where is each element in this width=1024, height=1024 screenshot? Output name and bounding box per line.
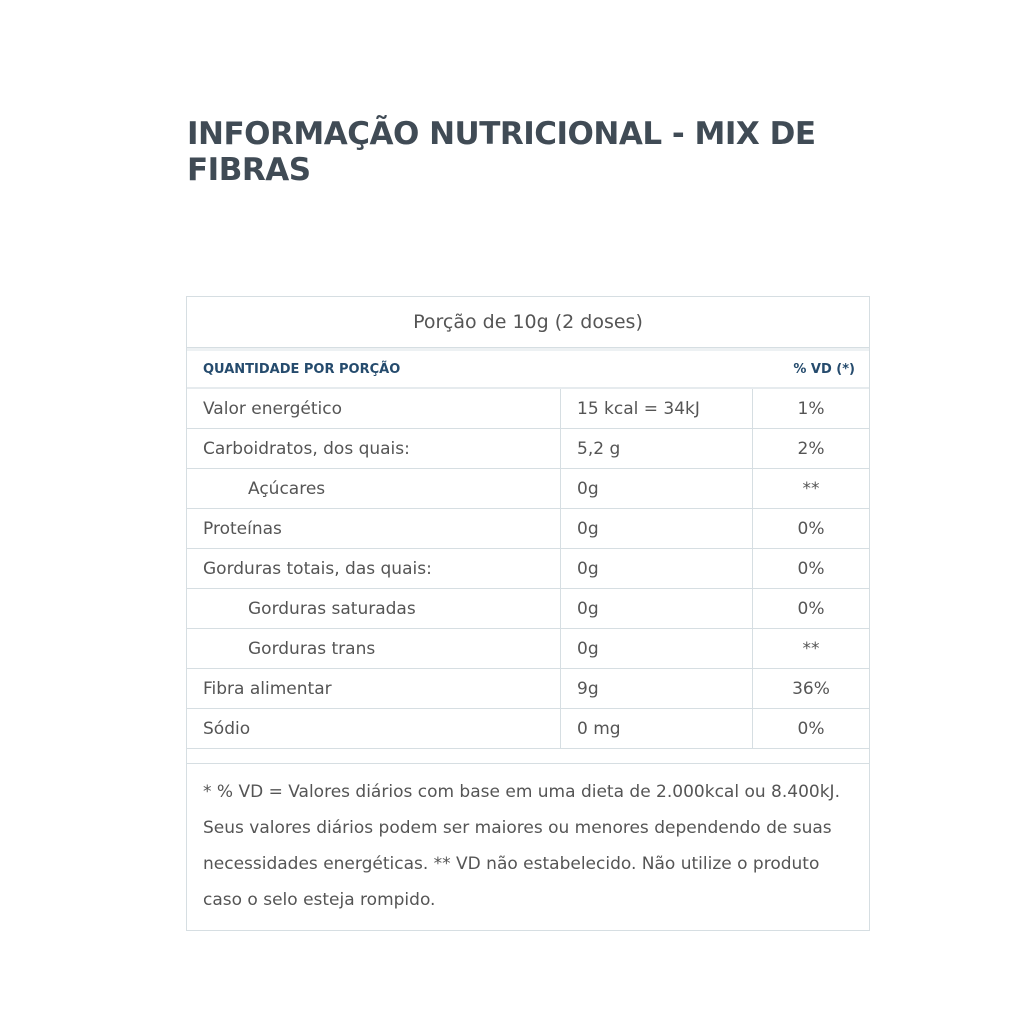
nutrient-name: Proteínas [187,509,561,548]
table-row [187,589,869,629]
nutrient-amount: 0g [561,509,753,548]
table-row [187,709,869,749]
nutrient-daily-value: ** [802,478,820,499]
header-daily-value: % VD (*) [793,361,855,377]
page-title: INFORMAÇÃO NUTRICIONAL - MIX DE FIBRAS [187,116,816,188]
nutrient-name: Fibra alimentar [187,669,561,708]
nutrient-daily-value: 1% [797,398,825,419]
nutrition-table [186,296,870,931]
table-header [187,351,869,389]
nutrient-amount: 0 mg [561,709,753,748]
portion-size: Porção de 10g (2 doses) [187,297,869,348]
nutrient-amount: 5,2 g [561,429,753,468]
table-row [187,429,869,469]
nutrient-name: Carboidratos, dos quais: [187,429,561,468]
nutrient-daily-value: 0% [797,718,825,739]
nutrient-amount: 0g [561,549,753,588]
table-row [187,509,869,549]
nutrient-daily-value: 0% [797,598,825,619]
header-quantity: QUANTIDADE POR PORÇÃO [203,361,401,377]
nutrient-amount: 15 kcal = 34kJ [561,389,753,428]
nutrient-amount: 0g [561,629,753,668]
nutrient-daily-value: 0% [797,518,825,539]
nutrient-amount: 9g [561,669,753,708]
nutrient-name: Açúcares [187,469,561,508]
nutrient-amount: 0g [561,469,753,508]
nutrient-name: Gorduras totais, das quais: [187,549,561,588]
nutrient-daily-value: 36% [792,678,830,699]
nutrient-name: Valor energético [187,389,561,428]
table-row [187,469,869,509]
nutrient-daily-value: 2% [797,438,825,459]
table-row [187,629,869,669]
table-spacer [187,749,869,764]
nutrient-daily-value: 0% [797,558,825,579]
footnote: * % VD = Valores diários com base em uma dieta de 2.000kcal ou 8.400kJ. Seus valores diários podem ser maiores ou menores dependendo de suas necessidades energéticas. ** VD não estabelecido. Não utilize o produto caso o selo esteja rompido. [203,782,840,910]
nutrient-name: Gorduras saturadas [187,589,561,628]
table-row [187,549,869,589]
nutrient-daily-value: ** [802,638,820,659]
nutrient-amount: 0g [561,589,753,628]
table-row [187,669,869,709]
nutrient-name: Sódio [187,709,561,748]
nutrient-name: Gorduras trans [187,629,561,668]
table-row [187,389,869,429]
